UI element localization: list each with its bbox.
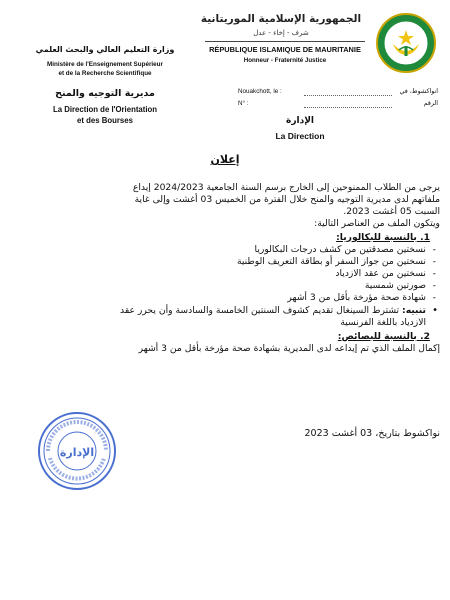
note-label: تنبيه: <box>402 305 426 316</box>
list-item: - نسختين مصدقتين من كشف درجات البكالوريا <box>22 244 426 256</box>
direction-name-french-line-2: et des Bourses <box>77 116 133 125</box>
motto-french: Honneur - Fraternité Justice <box>243 57 327 64</box>
section-heading-baccalaureate <box>22 232 440 244</box>
announcement-body <box>22 182 440 355</box>
section-heading-renewal <box>22 331 440 343</box>
section-number: 1. <box>420 232 430 243</box>
section-title: بالنسبة للبصائص: <box>337 331 417 342</box>
ministry-name-french-line-1: Ministère de l'Enseignement Supérieur <box>47 61 163 68</box>
motto-arabic: شرف - إخاء - عدل <box>253 29 309 37</box>
list-item: - نسختين من عقد الازدياد <box>22 268 426 280</box>
ministry-name-arabic: وزارة التعليم العالي والبحث العلمي <box>35 45 175 54</box>
section-number: 2. <box>420 331 430 342</box>
national-emblem-icon <box>375 12 437 74</box>
note-text: تشترط السينغال تقديم كشوف السنتين الخامسة والسادسة وأن يحرر عقد <box>120 305 400 316</box>
announcement-title: إعلان <box>210 153 240 166</box>
section-title: بالنسبة للبكالوريا: <box>336 232 417 243</box>
required-documents-list <box>22 244 440 304</box>
place-label-arabic: انواكشوط، في <box>399 88 438 95</box>
official-stamp-icon <box>36 410 118 492</box>
ministry-name-french-line-2: et de la Recherche Scientifique <box>58 70 152 77</box>
stamp-center-text: الإدارة <box>59 446 95 459</box>
ministry-name-french <box>15 60 195 78</box>
senegal-note <box>22 305 440 329</box>
direction-name-french <box>15 104 195 126</box>
number-label-french: N° : <box>238 100 249 107</box>
direction-name-arabic: مديرية التوجيه والمنح <box>55 88 155 99</box>
intro-line: السبت 05 أغشت 2023. <box>343 206 440 217</box>
intro-line: ويتكون الملف من العناصر التالية: <box>314 218 440 229</box>
dotted-line <box>304 107 392 108</box>
signature-date: نواكشوط بتاريخ، 03 أغشت 2023 <box>304 428 440 439</box>
direction-name-french-line-1: La Direction de l'Orientation <box>52 105 158 114</box>
place-date-field <box>238 88 438 99</box>
list-item: - شهادة صحة مؤرخة بأقل من 3 أشهر <box>22 292 426 304</box>
administration-french: La Direction <box>275 131 325 141</box>
administration-arabic: الإدارة <box>286 116 314 126</box>
section-text: إكمال الملف الذي تم إيداعه لدى المديرية بشهادة صحة مؤرخة بأقل من 3 أشهر <box>138 343 440 354</box>
intro-line: يرجى من الطلاب الممنوحين إلى الخارج برسم السنة الجامعية 2024/2023 إيداع <box>132 182 440 193</box>
header-divider <box>205 41 365 42</box>
dotted-line <box>304 95 392 96</box>
note-text-continued: الازدياد باللغة الفرنسية <box>340 317 426 328</box>
reference-number-field <box>238 100 438 111</box>
number-label-arabic: الرقم <box>423 100 438 107</box>
list-item: - نسختين من جواز السفر أو بطاقة التعريف الوطنية <box>22 256 426 268</box>
list-item: - صورتين شمسية <box>22 280 426 292</box>
republic-name-arabic: الجمهورية الإسلامية الموريتانية <box>200 13 362 25</box>
bullet-icon: • <box>432 305 438 316</box>
republic-name-french: RÉPUBLIQUE ISLAMIQUE DE MAURITANIE <box>209 45 361 54</box>
place-label-french: Nouakchott, le : <box>238 88 282 95</box>
intro-line: ملفاتهم لدى مديرية التوجيه والمنح خلال الفترة من الخميس 03 أغشت وإلى غاية <box>134 194 440 205</box>
